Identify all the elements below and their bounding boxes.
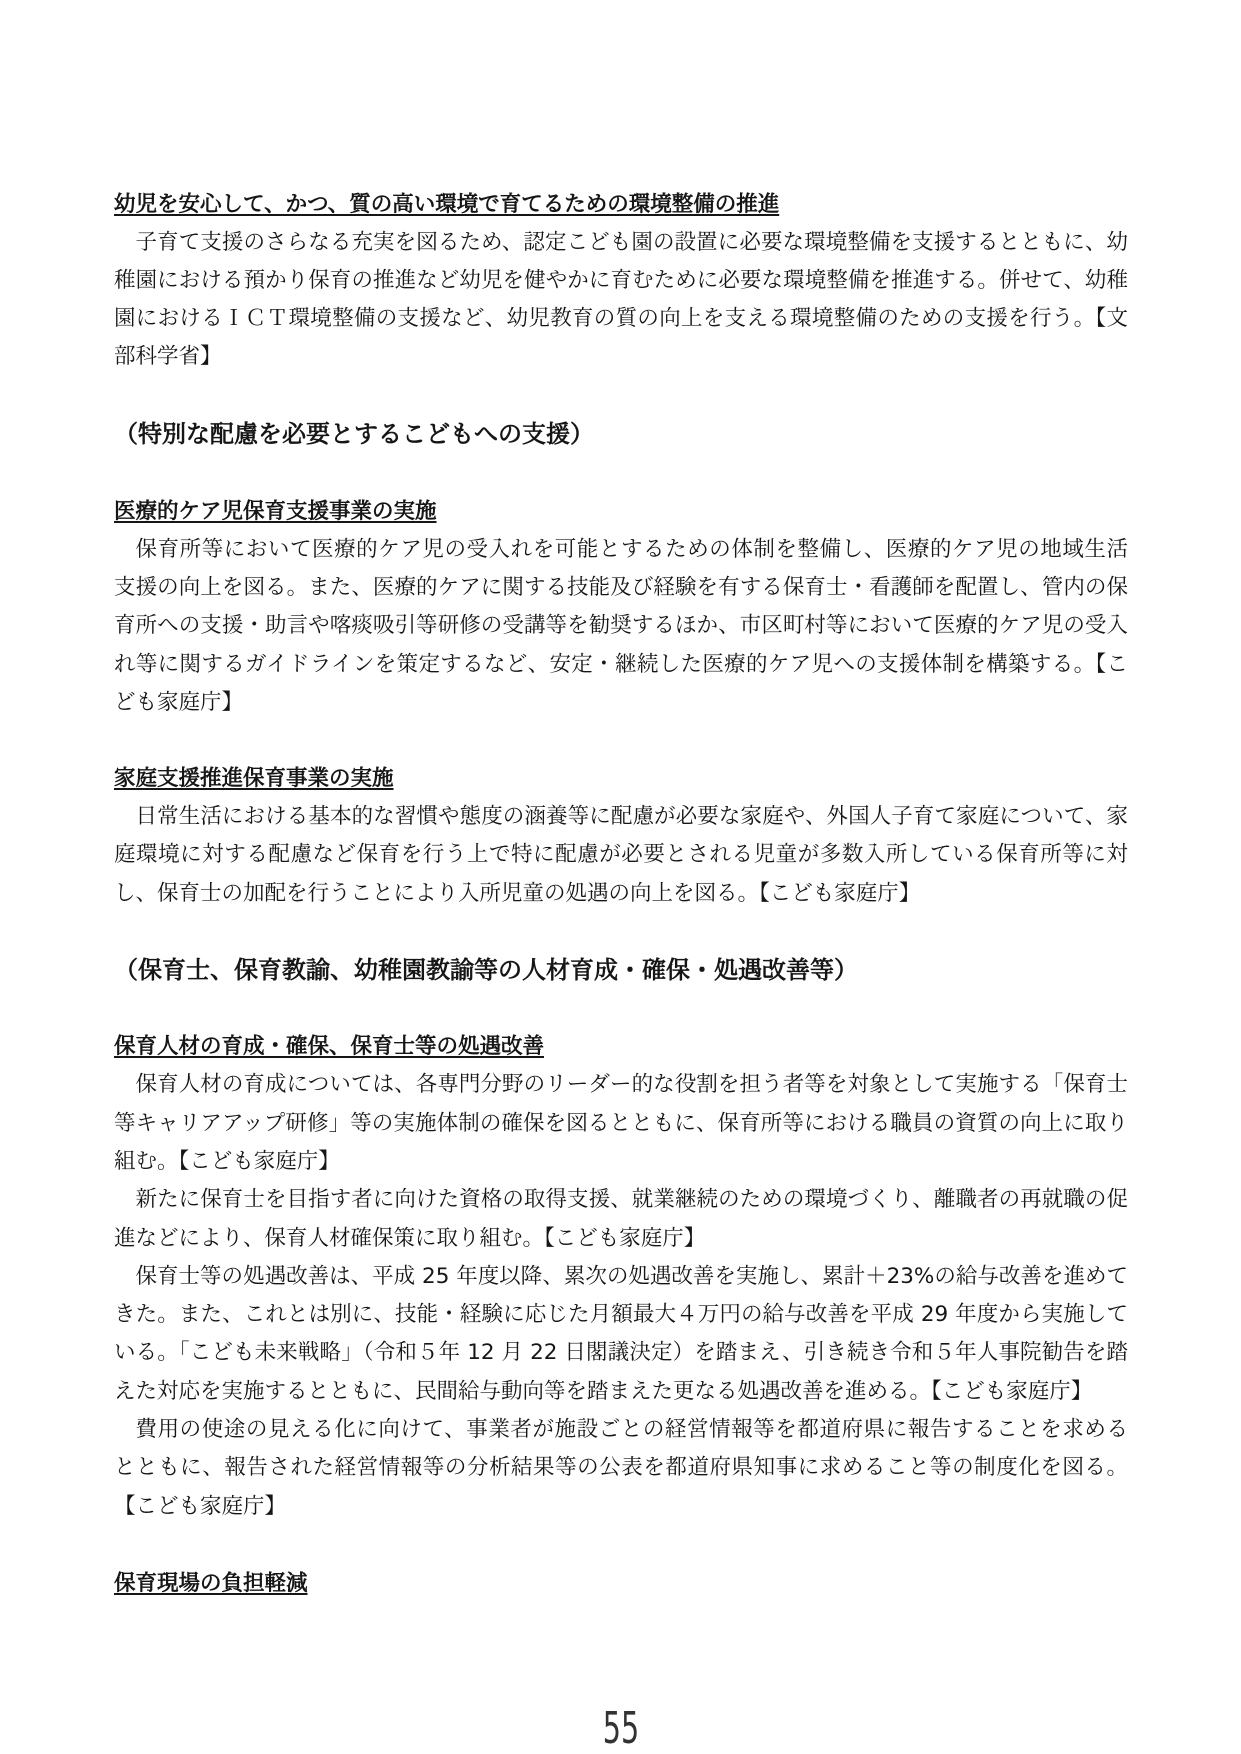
subheading-text: 保育人材の育成・確保、保育士等の処遇改善 <box>114 1034 545 1060</box>
page-number <box>0 1704 1241 1754</box>
paragraph-line: 組む。【こども家庭庁】 <box>114 1148 340 1174</box>
paragraph-line: ども家庭庁】 <box>114 689 244 715</box>
section-heading-workforce <box>114 951 1128 989</box>
paragraph-medical-care <box>114 531 1128 722</box>
paragraph <box>114 1258 1128 1411</box>
paragraph-line: 新たに保育士を目指す者に向けた資格の取得支援、就業継続のための環境づくり、離職者の再就職の促 <box>135 1187 1128 1213</box>
paragraph <box>114 1411 1128 1526</box>
paragraph-line: 支援の向上を図る。また、医療的ケアに関する技能及び経験を有する保育士・看護師を配置し、管内の保 <box>114 575 1128 601</box>
subheading-medical-care <box>114 493 1128 531</box>
paragraph <box>114 1181 1128 1258</box>
section-heading-text: （保育士、保育教諭、幼稚園教諭等の人材育成・確保・処遇改善等） <box>114 956 858 985</box>
paragraph-line: きた。また、これとは別に、技能・経験に応じた月額最大４万円の給与改善を平成 29 年度から実施して <box>114 1302 1128 1328</box>
subheading-text: 医療的ケア児保育支援事業の実施 <box>114 498 437 524</box>
paragraph-line: 日常生活における基本的な習慣や態度の涵養等に配慮が必要な家庭や、外国人子育て家庭について、家 <box>135 804 1128 830</box>
subheading-ece-environment <box>114 186 1128 224</box>
paragraph-line: えた対応を実施するとともに、民間給与動向等を踏まえた更なる処遇改善を進める。【こども家庭庁】 <box>114 1378 1093 1404</box>
paragraph-line: 【こども家庭庁】 <box>114 1493 287 1519</box>
paragraph-line: とともに、報告された経営情報等の分析結果等の公表を都道府県知事に求めること等の制度化を図る。 <box>114 1455 1128 1481</box>
paragraph-line: 保育所等において医療的ケア児の受入れを可能とするための体制を整備し、医療的ケア児の地域生活 <box>135 536 1128 562</box>
paragraph-line: 育所への支援・助言や喀痰吸引等研修の受講等を勧奨するほか、市区町村等において医療的ケア児の受入 <box>114 613 1128 639</box>
paragraph-line: し、保育士の加配を行うことにより入所児童の処遇の向上を図る。【こども家庭庁】 <box>114 880 921 906</box>
subheading-text: 幼児を安心して、かつ、質の高い環境で育てるための環境整備の推進 <box>114 191 780 217</box>
page-number-text: 55 <box>602 1703 639 1754</box>
paragraph-group-talent-and-pay <box>114 1066 1128 1526</box>
paragraph-family-support <box>114 798 1128 913</box>
paragraph-line: 庭環境に対する配慮など保育を行う上で特に配慮が必要とされる児童が多数入所している保育所等に対 <box>114 842 1128 868</box>
section-heading-special-needs <box>114 415 1128 453</box>
paragraph-line: 費用の使途の見える化に向けて、事業者が施設ごとの経営情報等を都道府県に報告することを求める <box>135 1417 1128 1443</box>
paragraph-line: 進などにより、保育人材確保策に取り組む。【こども家庭庁】 <box>114 1225 706 1251</box>
paragraph-line: れ等に関するガイドラインを策定するなど、安定・継続した医療的ケア児への支援体制を構築する。【こ <box>114 651 1128 677</box>
subheading-text: 家庭支援推進保育事業の実施 <box>114 766 394 791</box>
paragraph-line: いる。「こども未来戦略」（令和５年 12 月 22 日閣議決定）を踏まえ、引き続き令和５年人事院勧告を踏 <box>114 1340 1128 1366</box>
subheading-text: 保育現場の負担軽減 <box>114 1571 308 1596</box>
paragraph-line: 保育人材の育成については、各専門分野のリーダー的な役割を担う者等を対象として実施する「保育士 <box>135 1072 1128 1098</box>
paragraph-line: 園におけるＩＣＴ環境整備の支援など、幼児教育の質の向上を支える環境整備のための支援を行う。【文 <box>114 306 1128 332</box>
section-heading-text: （特別な配慮を必要とするこどもへの支援） <box>114 419 594 448</box>
paragraph-ece-environment <box>114 224 1128 377</box>
paragraph-line: 稚園における預かり保育の推進など幼児を健やかに育むために必要な環境整備を推進する。併せて、幼稚 <box>114 267 1128 293</box>
paragraph-line: 部科学省】 <box>114 344 222 370</box>
paragraph-line: 等キャリアアップ研修」等の実施体制の確保を図るとともに、保育所等における職員の資質の向上に取り <box>114 1110 1128 1136</box>
paragraph-line: 保育士等の処遇改善は、平成 25 年度以降、累次の処遇改善を実施し、累計＋23%の給与改善を進めて <box>135 1263 1128 1289</box>
subheading-talent-and-pay <box>114 1028 1128 1066</box>
paragraph-line: 子育て支援のさらなる充実を図るため、認定こども園の設置に必要な環境整備を支援するとともに、幼 <box>135 229 1128 255</box>
subheading-workload-reduction <box>114 1565 1128 1603</box>
paragraph <box>114 1066 1128 1181</box>
subheading-family-support <box>114 760 1128 798</box>
